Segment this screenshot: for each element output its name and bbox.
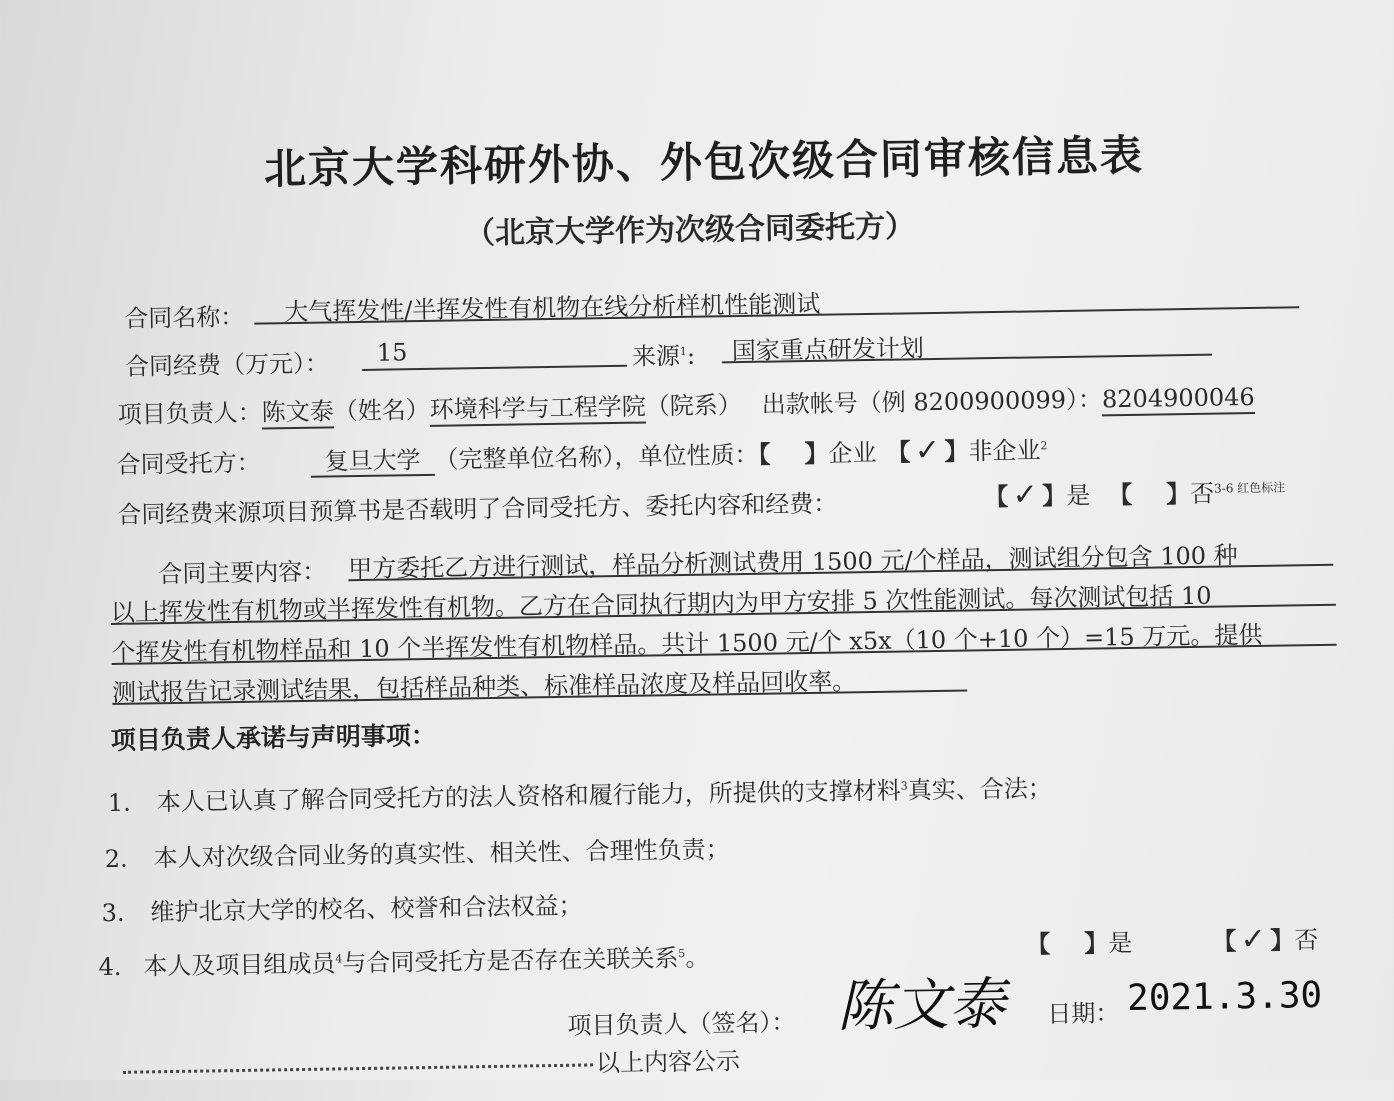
commitment-item-4 [98,938,709,983]
item-text-tail: 与合同受托方是否存在关联关系 [342,944,679,978]
non-enterprise-checkbox[interactable]: ✓ [914,432,941,469]
non-enterprise-footnote: 2 [1040,439,1048,453]
enterprise-checkbox[interactable] [771,462,805,463]
item-text: 本人及项目组成员 [143,949,336,981]
budget-question: 合同经费来源项目预算书是否载明了合同受托方、委托内容和经费： [117,489,838,529]
item-number: 1. [107,788,132,818]
related-options: 【 】是 【 ✓ 】否 [1026,921,1319,959]
related-yes-checkbox[interactable] [1050,952,1084,953]
commitment-item-3 [101,886,582,929]
pi-row [117,377,1254,430]
contract-name-label: 合同名称： [124,302,245,333]
contractee-hint: （完整单位名称），单位性质： [434,440,759,474]
funding-label: 合同经费（万元）： [124,349,330,381]
public-notice: 以上内容公示 [595,1047,741,1078]
content-text-1: 甲方委托乙方进行测试，样品分析测试费用 1500 元/个样品，测试组分包含 100 种 [348,541,1238,584]
contractee-value: 复旦大学 [310,446,434,478]
content-text-2: 以上挥发性有机物或半挥发性有机物。乙方在合同执行期内为甲方安排 5 次性能测试。每次测试包括 10 [110,581,1212,627]
pi-name-hint: （姓名） [333,395,430,426]
related-no-label: 否 [1293,926,1319,955]
budget-yes-checkbox[interactable]: ✓ [1012,477,1039,513]
item-text-tail: 真实、合法； [907,774,1052,805]
contractee-label: 合同受托方： [116,448,261,479]
enterprise-label: 企业 [828,438,877,468]
budget-no-label: 否 [1189,479,1215,508]
pi-label: 项目负责人： [117,398,263,429]
department-value: 环境科学与工程学院 [430,393,646,427]
item-footnote: 4 [335,952,343,966]
content-label: 合同主要内容： [158,557,327,589]
item-number: 3. [101,898,125,928]
commitment-item-2 [104,829,729,874]
date-label: 日期： [1047,999,1120,1029]
funding-field [362,335,627,371]
budget-options: 【 ✓ 】是 【 】否$^{3-6 红色标注}$ [983,477,1286,513]
source-field [722,324,1212,364]
funding-value: 15 [376,338,408,367]
content-text-4: 测试报告记录测试结果，包括样品种类、标准样品浓度及样品回收率。 [111,667,857,707]
department-hint: （院系） [645,391,742,421]
related-no-checkbox[interactable]: ✓ [1240,921,1267,958]
contract-name-value: 大气挥发性/半挥发性有机物在线分析样机性能测试 [283,289,821,327]
contractee-row: 合同受托方： 复旦大学 （完整单位名称），单位性质：【 】企业 【 ✓ 】非企业$^2$ [116,432,1048,479]
page-subtitle: （北京大学作为次级合同委托方） [464,209,916,252]
page-title: 北京大学科研外协、外包次级合同审核信息表 [263,130,1145,194]
item-text: 本人已认真了解合同受托方的法人资格和履行能力，所提供的支撑材料 [156,776,901,817]
account-label: 出款帐号（例 8200900099）： [761,385,1103,419]
contract-name-field [254,276,1299,327]
source-value: 国家重点研发计划 [731,334,925,366]
budget-no-checkbox[interactable] [1132,502,1166,503]
item-number: 2. [104,844,128,874]
item-text: 本人对次级合同业务的真实性、相关性、合理性负责； [153,835,730,873]
source-label: 来源$^1$: [631,341,696,371]
content-line-4 [112,660,967,705]
item-text: 维护北京大学的校名、校誉和合法权益； [150,891,583,927]
item-footnote-2: 5 [678,946,686,961]
commitment-item-1 [108,768,1052,818]
non-enterprise-label: 非企业 [968,436,1041,466]
source-footnote: 1 [679,344,687,358]
content-line-1 [348,534,1333,584]
source-label-text: 来源 [631,341,681,371]
item-footnote: 3 [900,779,908,793]
handwritten-date: 2021.3.30 [1126,974,1323,1020]
pi-name: 陈文泰 [262,397,334,429]
content-text-3: 个挥发性有机物样品和 10 个半挥发性有机物样品。共计 1500 元/个 x5x（10 个+10 个）=15 万元。提供 [111,620,1263,667]
item-text-end: 。 [685,943,710,972]
related-yes-label: 是 [1108,928,1133,958]
signature-label: 项目负责人（签名）： [567,1008,796,1040]
item-number: 4. [98,952,122,982]
handwritten-signature: 陈文泰 [836,971,1006,1040]
commitments-heading: 项目负责人承诺与声明事项： [110,720,437,755]
dotted-divider-left [123,1063,593,1073]
account-value: 8204900046 [1102,383,1255,416]
budget-note: 3-6 红色标注 [1213,480,1286,496]
budget-yes-label: 是 [1065,481,1091,510]
